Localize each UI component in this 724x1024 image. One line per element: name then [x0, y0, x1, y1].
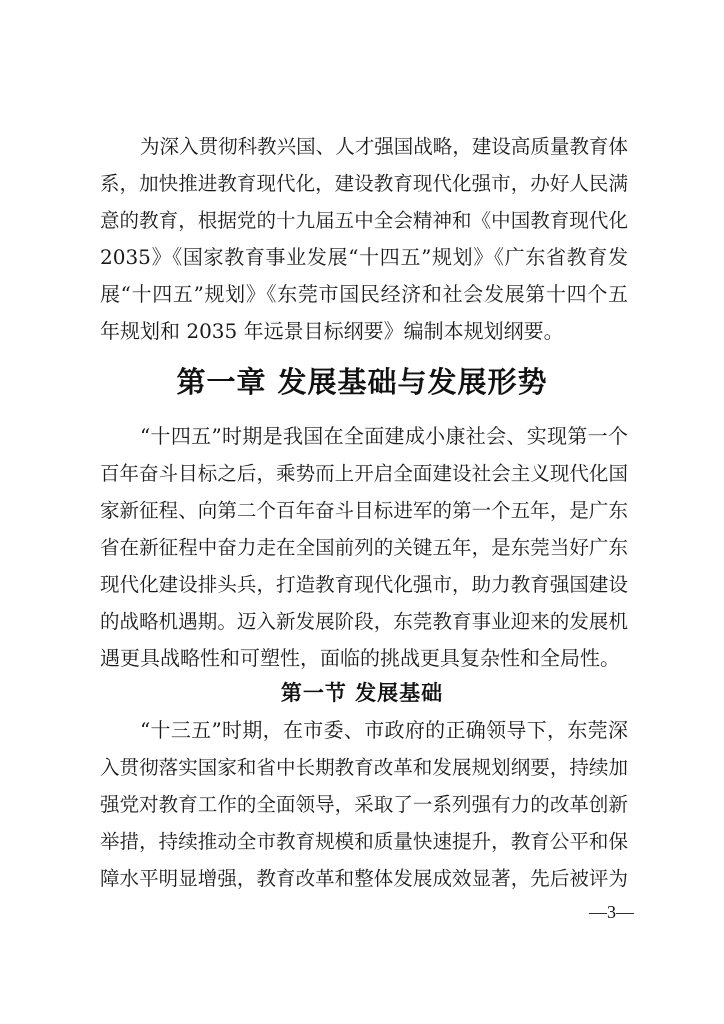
section-paragraph: [100, 712, 628, 897]
intro-paragraph: [100, 128, 628, 350]
text-line: 年规划和 2035 年远景目标纲要》编制本规划纲要。: [100, 319, 564, 343]
text-line: 举措，持续推动全市教育规模和质量快速提升，教育公平和保: [100, 830, 628, 853]
text-line: 展“十四五”规划》《东莞市国民经济和社会发展第十四个五: [100, 282, 628, 306]
text-line: 入贯彻落实国家和省中长期教育改革和发展规划纲要，持续加: [100, 756, 628, 779]
text-line: 百年奋斗目标之后，乘势而上开启全面建设社会主义现代化国: [100, 462, 628, 485]
text-line: 2035》《国家教育事业发展“十四五”规划》《广东省教育发: [100, 245, 628, 269]
text-line: 遇更具战略性和可塑性，面临的挑战更具复杂性和全局性。: [100, 646, 620, 670]
text-line: 意的教育，根据党的十九届五中全会精神和《中国教育现代化: [100, 209, 628, 232]
text-line: 障水平明显增强，教育改革和整体发展成效显著，先后被评为: [100, 867, 628, 890]
chapter-title: 第一章 发展基础与发展形势: [176, 365, 548, 399]
text-line: 的战略机遇期。迈入新发展阶段，东莞教育事业迎来的发展机: [100, 610, 628, 633]
text-line: 省在新征程中奋力走在全国前列的关键五年，是东莞当好广东: [100, 536, 628, 559]
text-line: 系，加快推进教育现代化，建设教育现代化强市，办好人民满: [100, 172, 628, 195]
text-line: “十四五”时期是我国在全面建成小康社会、实现第一个: [140, 424, 628, 448]
text-line: 强党对教育工作的全面领导，采取了一系列强有力的改革创新: [100, 793, 628, 816]
chapter-intro-paragraph: [100, 418, 628, 677]
page-number: —3—: [589, 902, 634, 922]
section-title: 第一节 发展基础: [280, 681, 444, 705]
text-line: 家新征程、向第二个百年奋斗目标进军的第一个五年，是广东: [100, 499, 628, 522]
text-line: 现代化建设排头兵，打造教育现代化强市，助力教育强国建设: [100, 573, 628, 596]
text-line: 为深入贯彻科教兴国、人才强国战略，建设高质量教育体: [140, 135, 628, 158]
text-line: “十三五”时期，在市委、市政府的正确领导下，东莞深: [140, 718, 628, 742]
